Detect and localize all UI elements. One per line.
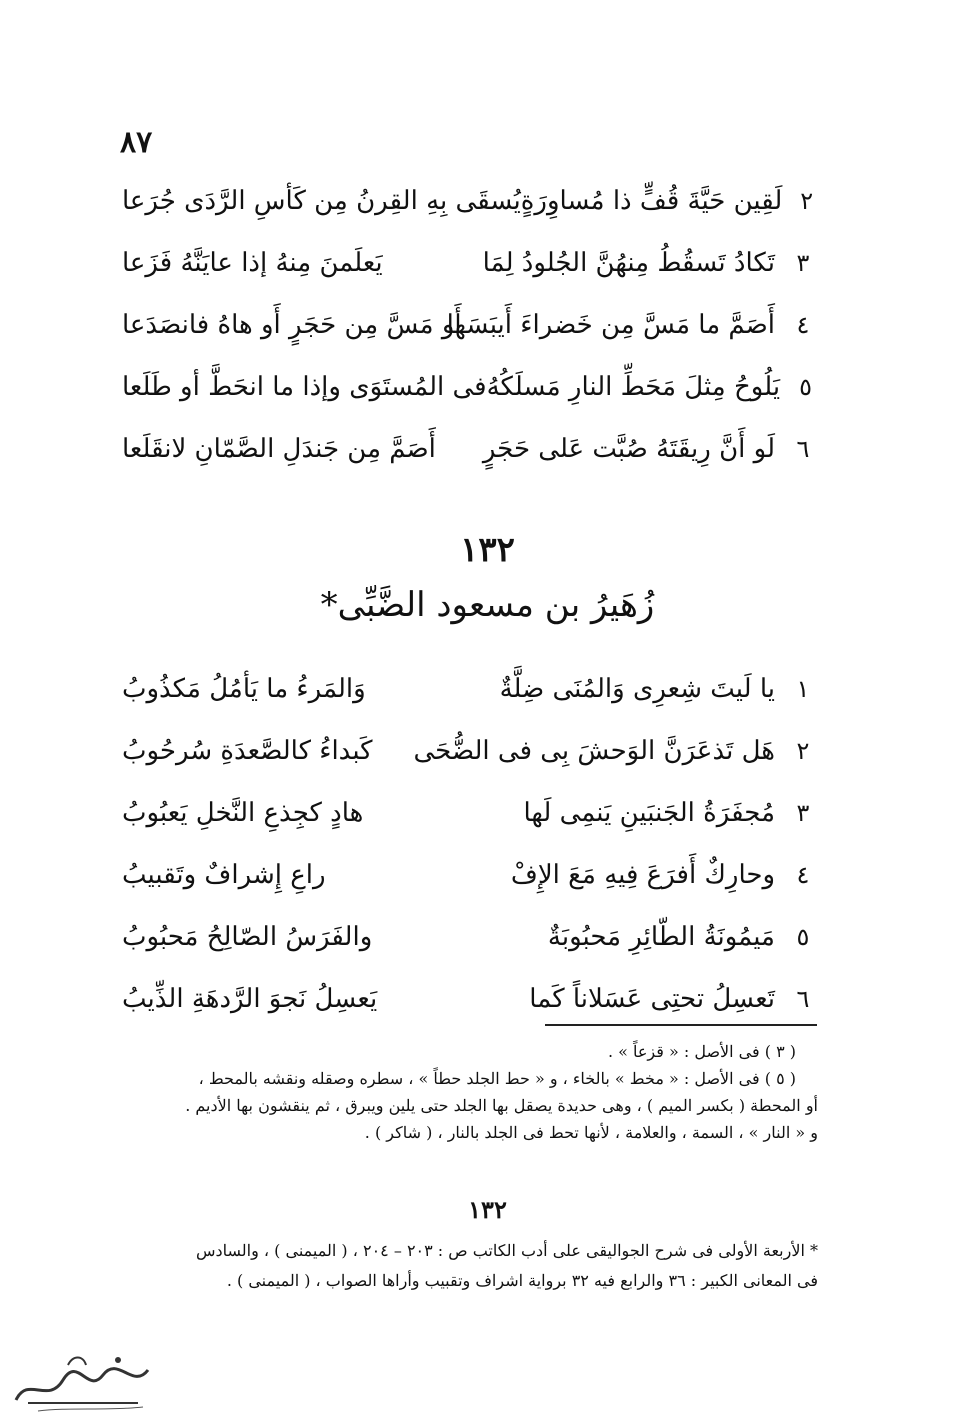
verse-second-hemistich: أَو مَسَّ مِن حَجَرٍ أَو هاهُ فانصَدَعا	[122, 310, 462, 340]
verse-line	[118, 170, 823, 232]
endnote-line: فى المعانى الكبير : ٣٦ والرابع فيه ٣٢ برواية اشراف وتقبيب وأراها الصواب ، ( الميمنى ) .	[226, 1271, 818, 1290]
verse-second-hemistich: كَبداءُ كالصَّعدَةِ سُرحُوبُ	[122, 736, 373, 766]
verse-number: ٥	[796, 923, 810, 951]
poet-name: زُهَيرُ بن مسعود الضَّبِّى*	[320, 585, 655, 625]
verse-line	[118, 968, 823, 1030]
verse-first-hemistich: لَو أَنَّ رِيقَتَهُ صُبَّت عَلى حَجَرٍ	[482, 434, 775, 464]
watermark-logo	[8, 1345, 158, 1415]
verse-line	[118, 844, 823, 906]
verse-number: ٤	[796, 311, 810, 339]
verse-first-hemistich: مُجفَرَةُ الجَنبَينِ يَنمِى لَها	[523, 798, 775, 828]
footnote-line: أو المحطة ( بكسر الميم ) ، وهى حديدة يصقل بها الجلد حتى يلين ويبرق ، ثم ينقشون بها الأديم .	[185, 1096, 818, 1115]
verse-second-hemistich: يَعلَمنَ مِنهُ إذا عايَنَّهُ فَزَعا	[122, 248, 383, 278]
verse-second-hemistich: أَصَمَّ مِن جَندَلِ الصَّمّانِ لانقَلَعا	[122, 434, 436, 464]
verse-second-hemistich: والفَرَسُ الصّالِحُ مَحبُوبُ	[122, 922, 373, 952]
verse-second-hemistich: هادٍ كجِذعِ النَّخلِ يَعبُوبُ	[122, 798, 364, 828]
footnote-divider	[545, 1024, 817, 1026]
footnotes	[118, 1038, 818, 1146]
verse-number: ٣	[796, 249, 810, 277]
verse-number: ٦	[796, 985, 810, 1013]
verse-number: ٦	[796, 435, 810, 463]
top-verse-list	[118, 170, 823, 480]
verse-line	[118, 294, 823, 356]
verse-second-hemistich: راعِ إِشرافٌ وتَقبيبُ	[122, 860, 326, 890]
verse-first-hemistich: تَعسِلُ تحتِى عَسَلاناً كَما	[529, 984, 775, 1014]
verse-line	[118, 356, 823, 418]
verse-line	[118, 232, 823, 294]
verse-first-hemistich: أَصَمَّ ما مَسَّ مِن خَضراءَ أَيبَسَها	[446, 310, 775, 340]
verse-number: ١	[796, 675, 810, 703]
verse-first-hemistich: وحارِكٌ أَفرَعَ فِيهِ مَعَ الإِفْ	[510, 860, 775, 890]
verse-line	[118, 658, 823, 720]
footnote-line: و « النار » ، السمة ، والعلامة ، لأنها تحط فى الجلد بالنار ، ( شاكر ) .	[364, 1123, 818, 1142]
poem-verse-list	[118, 658, 823, 1030]
verse-first-hemistich: تَكادُ تَسقُطُ مِنهُنَّ الجُلودُ لِمَا	[482, 248, 775, 278]
verse-first-hemistich: يَلُوحُ مِثلَ مَحَطِّ النارِ مَسلَكُهُ	[486, 372, 781, 402]
verse-line	[118, 906, 823, 968]
poem-number: ١٣٢	[460, 530, 515, 570]
verse-first-hemistich: هَل تَذعَرَنَّ الوَحشَ بِى فى الضُّحَى	[413, 736, 775, 766]
verse-first-hemistich: يا لَيتَ شِعرِى وَالمُنَى ضِلَّةٌ	[499, 674, 775, 704]
section-reference-number: ١٣٢	[468, 1195, 507, 1224]
verse-second-hemistich: وَالمَرءُ ما يَأمُلُ مَكذُوبُ	[122, 674, 366, 704]
footnote-line: ( ٣ ) فى الأصل : « قزعاً » .	[607, 1042, 796, 1061]
verse-line	[118, 418, 823, 480]
verse-number: ٢	[800, 187, 814, 215]
verse-number: ٥	[799, 373, 812, 401]
endnote-line: * الأربعة الأولى فى شرح الجواليقى على أدب الكاتب ص : ٢٠٣ – ٢٠٤ ، ( الميمنى ) ، والسادس	[195, 1241, 818, 1260]
page-number: ٨٧	[120, 125, 153, 160]
footnote-line: ( ٥ ) فى الأصل : « مخط » بالخاء ، و « حط الجلد حطاً » ، سطره وصقله ونقشه بالمحط ،	[198, 1069, 796, 1088]
verse-first-hemistich: لَقِين حَيَّةَ قُفٍّ ذا مُساوِرَةٍ	[520, 186, 783, 216]
verse-line	[118, 782, 823, 844]
endnotes	[118, 1236, 818, 1296]
verse-second-hemistich: يَعسِلُ نَجوَ الرَّدهَةِ الذِّيبُ	[122, 984, 378, 1014]
verse-line	[118, 720, 823, 782]
verse-second-hemistich: فى المُستَوَى وإذا ما انحَطَّ أو طَلَعا	[122, 372, 487, 402]
verse-number: ٢	[796, 737, 810, 765]
verse-number: ٣	[796, 799, 810, 827]
verse-number: ٤	[796, 861, 810, 889]
verse-first-hemistich: مَيمُونَةُ الطّائِرِ مَحبُوبَةٌ	[547, 922, 775, 952]
verse-second-hemistich: يُسقَى بِهِ القِرنُ مِن كَأسِ الرَّدَى جُرَعا	[122, 186, 521, 216]
